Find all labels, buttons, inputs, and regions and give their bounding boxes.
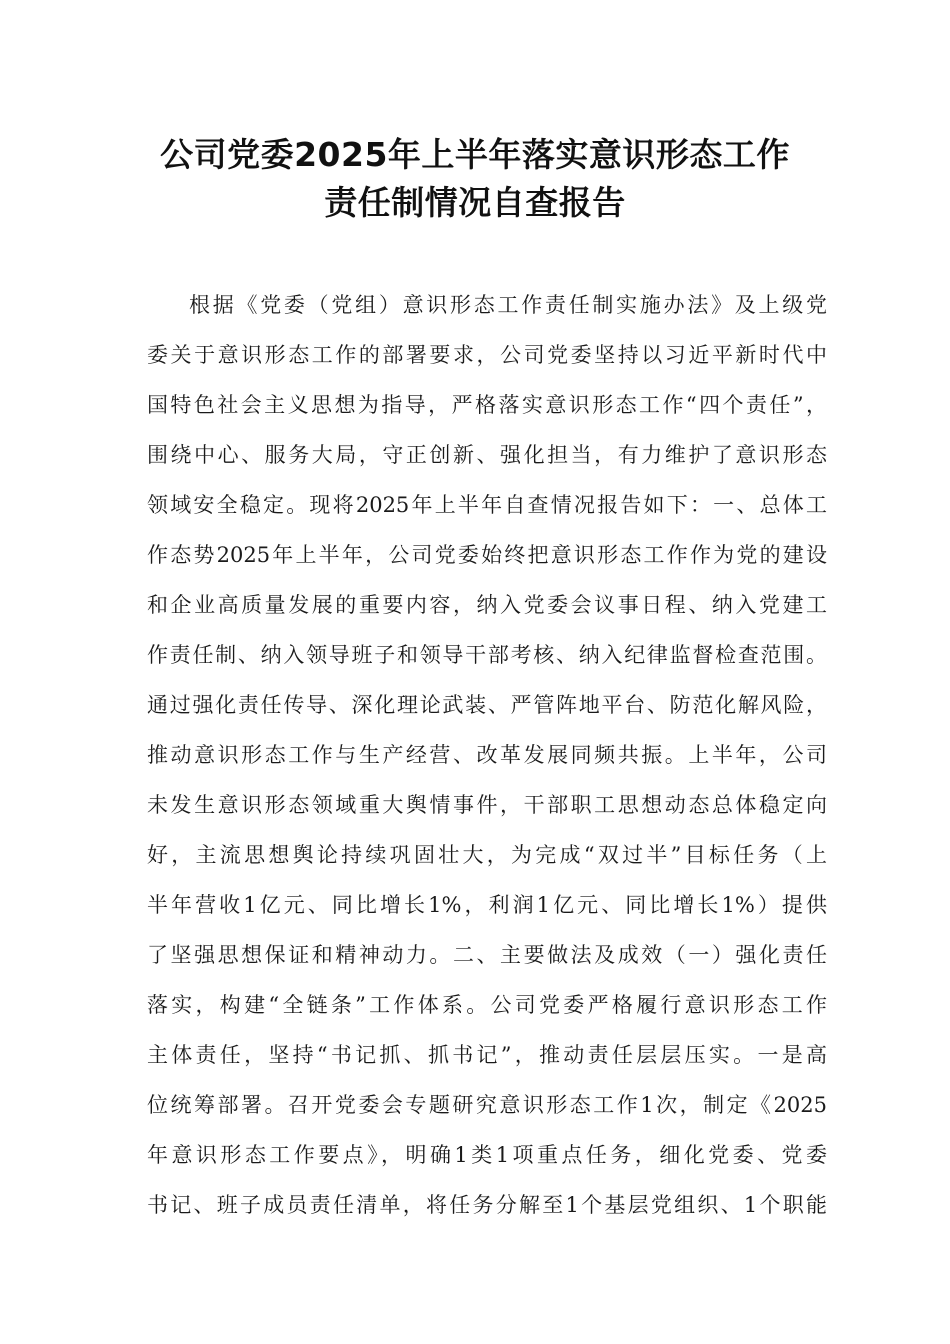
body-line: 根据《党委（党组）意识形态工作责任制实施办法》及上级党 [189,293,827,317]
body-line: 未发生意识形态领域重大舆情事件，干部职工思想动态总体稳定向 [147,793,827,817]
body-line: 围绕中心、服务大局，守正创新、强化担当，有力维护了意识形态 [147,443,827,467]
document-body [147,280,827,1230]
body-line: 了坚强思想保证和精神动力。二、主要做法及成效（一）强化责任 [147,943,827,967]
body-line: 位统筹部署。召开党委会专题研究意识形态工作1次，制定《2025 [147,1093,827,1117]
document-title-line-1: 公司党委2025年上半年落实意识形态工作 [160,135,790,174]
body-line: 半年营收1亿元、同比增长1%，利润1亿元、同比增长1%）提供 [147,893,827,917]
body-line: 委关于意识形态工作的部署要求，公司党委坚持以习近平新时代中 [147,343,827,367]
body-line: 作态势2025年上半年，公司党委始终把意识形态工作作为党的建设 [147,543,827,567]
body-line: 主体责任，坚持“书记抓、抓书记”，推动责任层层压实。一是高 [147,1043,827,1067]
body-line: 作责任制、纳入领导班子和领导干部考核、纳入纪律监督检查范围。 [147,643,827,667]
document-title-line-2: 责任制情况自查报告 [324,183,626,222]
body-line: 年意识形态工作要点》，明确1类1项重点任务，细化党委、党委 [147,1143,827,1167]
body-line: 通过强化责任传导、深化理论武装、严管阵地平台、防范化解风险， [147,693,827,717]
body-line: 书记、班子成员责任清单，将任务分解至1个基层党组织、1个职能 [147,1193,827,1217]
body-line: 领域安全稳定。现将2025年上半年自查情况报告如下：一、总体工 [147,493,827,517]
body-line: 好，主流思想舆论持续巩固壮大，为完成“双过半”目标任务（上 [147,843,827,867]
body-line: 落实，构建“全链条”工作体系。公司党委严格履行意识形态工作 [147,993,827,1017]
body-line: 和企业高质量发展的重要内容，纳入党委会议事日程、纳入党建工 [147,593,827,617]
body-line: 国特色社会主义思想为指导，严格落实意识形态工作“四个责任”， [147,393,827,417]
body-line: 推动意识形态工作与生产经营、改革发展同频共振。上半年，公司 [147,743,827,767]
